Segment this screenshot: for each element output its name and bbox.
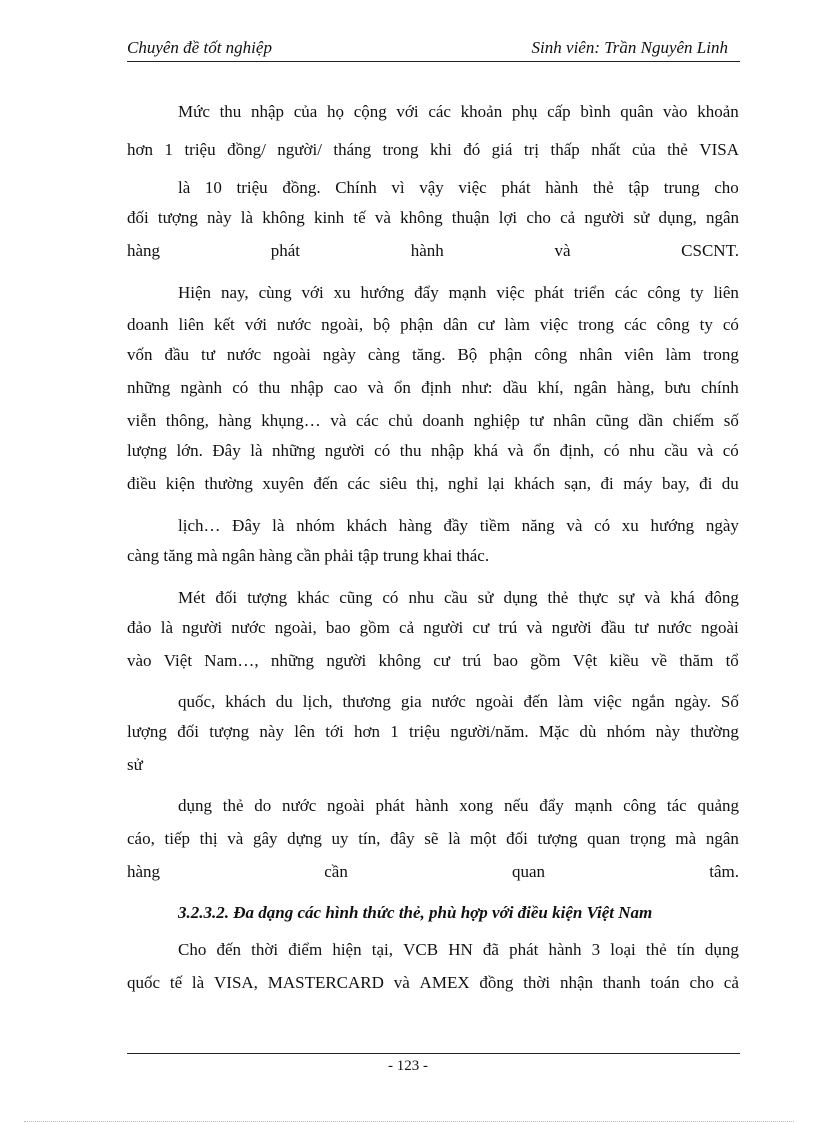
text-line: Mét đối tượng khác cũng có nhu cầu sử dụng thẻ thực sự và khá đông: [178, 588, 739, 607]
text-line: càng tăng mà ngân hàng cần phải tập trung khai thác.: [127, 546, 490, 565]
text-line: đảo là người nước ngoài, bao gồm cả người cư trú và người đầu tư nước ngoài: [127, 618, 739, 637]
text-line: điều kiện thường xuyên đến các siêu thị, nghỉ lại khách sạn, đi máy bay, đi du: [127, 474, 739, 493]
text-line: viễn thông, hàng khụng… và các chủ doanh nghiệp tư nhân cũng dần chiếm số: [127, 411, 739, 430]
text-line: quốc, khách du lịch, thương gia nước ngoài đến làm việc ngắn ngày. Số: [178, 692, 739, 711]
text-line: hàng cần quan tâm.: [127, 862, 739, 881]
text-line: dụng thẻ do nước ngoài phát hành xong nếu đẩy mạnh công tác quảng: [178, 796, 739, 815]
text-line: Hiện nay, cùng với xu hướng đẩy mạnh việc phát triển các công ty liên: [178, 283, 739, 302]
section-heading: 3.2.3.2. Đa dạng các hình thức thẻ, phù hợp với điều kiện Việt Nam: [178, 903, 653, 922]
text-line: Mức thu nhập của họ cộng với các khoản phụ cấp bình quân vào khoản: [178, 102, 739, 121]
header-title: Chuyên đề tốt nghiệp: [127, 38, 272, 57]
text-line: vốn đầu tư nước ngoài ngày càng tăng. Bộ phận công nhân viên làm trong: [127, 345, 739, 364]
text-line: hàng phát hành và CSCNT.: [127, 241, 739, 260]
text-line: là 10 triệu đồng. Chính vì vậy việc phát hành thẻ tập trung cho: [178, 178, 739, 197]
text-line: Cho đến thời điểm hiện tại, VCB HN đã phát hành 3 loại thẻ tín dụng: [178, 940, 739, 959]
text-line: lượng lớn. Đây là những người có thu nhập khá và ổn định, có nhu cầu và có: [127, 441, 739, 460]
text-line: đối tượng này là không kinh tế và không thuận lợi cho cả người sử dụng, ngân: [127, 208, 739, 227]
text-line: hơn 1 triệu đồng/ người/ tháng trong khi đó giá trị thấp nhất của thẻ VISA: [127, 140, 739, 159]
text-line: lịch… Đây là nhóm khách hàng đầy tiềm năng và có xu hướng ngày: [178, 516, 739, 535]
text-line: sử: [127, 755, 143, 774]
text-line: cáo, tiếp thị và gây dựng uy tín, đây sẽ là một đối tượng quan trọng mà ngân: [127, 829, 739, 848]
text-line: những ngành có thu nhập cao và ổn định như: dầu khí, ngân hàng, bưu chính: [127, 378, 739, 397]
footer-rule: [127, 1053, 740, 1054]
page-edge: [24, 1121, 794, 1122]
text-line: quốc tế là VISA, MASTERCARD và AMEX đồng thời nhận thanh toán cho cả: [127, 973, 739, 992]
text-line: lượng đối tượng này lên tới hơn 1 triệu người/năm. Mặc dù nhóm này thường: [127, 722, 739, 741]
text-line: doanh liên kết với nước ngoài, bộ phận dân cư làm việc trong các công ty có: [127, 315, 739, 334]
page-header: [127, 37, 740, 62]
page-number: - 123 -: [388, 1058, 428, 1074]
header-author: Sinh viên: Trần Nguyên Linh: [531, 38, 728, 57]
text-line: vào Việt Nam…, những người không cư trú bao gồm Vệt kiều về thăm tổ: [127, 651, 739, 670]
